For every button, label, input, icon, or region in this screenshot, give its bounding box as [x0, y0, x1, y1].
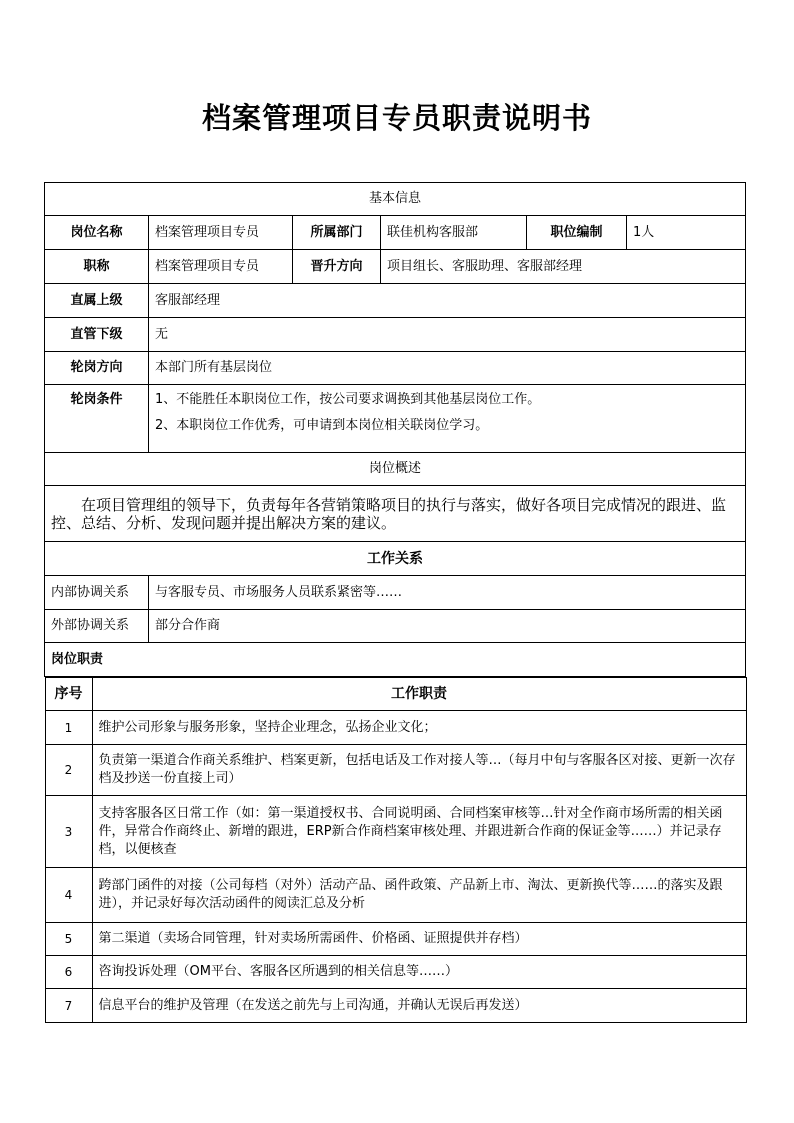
- department-value: 联佳机构客服部: [381, 216, 527, 250]
- subordinate-value: 无: [149, 318, 746, 352]
- duty-num: 3: [45, 796, 92, 868]
- overview-header: 岗位概述: [45, 453, 746, 486]
- rotation-condition-label: 轮岗条件: [45, 385, 149, 453]
- duty-text: 跨部门函件的对接（公司每档（对外）活动产品、函件政策、产品新上市、淘汰、更新换代等……的落实及跟进），并记录好每次活动函件的阅读汇总及分析: [92, 868, 746, 923]
- overview-text: 在项目管理组的领导下，负责每年各营销策略项目的执行与落实，做好各项目完成情况的跟进、监控、总结、分析、发现问题并提出解决方案的建议。: [45, 486, 746, 542]
- external-relations-value: 部分合作商: [149, 610, 746, 643]
- duty-text: 信息平台的维护及管理（在发送之前先与上司沟通，并确认无误后再发送）: [92, 989, 746, 1023]
- position-name-value: 档案管理项目专员: [149, 216, 293, 250]
- duty-header: 工作职责: [92, 678, 746, 711]
- duty-text: 负责第一渠道合作商关系维护、档案更新，包括电话及工作对接人等…（每月中旬与客服各区对接、更新一次存档及抄送一份直接上司）: [92, 745, 746, 796]
- title-value: 档案管理项目专员: [149, 250, 293, 284]
- rotation-condition-2: 2、本职岗位工作优秀，可申请到本岗位相关联岗位学习。: [155, 418, 489, 433]
- duty-num: 4: [45, 868, 92, 923]
- title-label: 职称: [45, 250, 149, 284]
- department-label: 所属部门: [293, 216, 381, 250]
- basic-info-header: 基本信息: [45, 183, 746, 216]
- external-relations-label: 外部协调关系: [45, 610, 149, 643]
- position-name-label: 岗位名称: [45, 216, 149, 250]
- internal-relations-value: 与客服专员、市场服务人员联系紧密等……: [149, 576, 746, 610]
- duty-text: 维护公司形象与服务形象，坚持企业理念，弘扬企业文化；: [92, 711, 746, 745]
- promotion-value: 项目组长、客服助理、客服部经理: [381, 250, 746, 284]
- duty-text: 第二渠道（卖场合同管理，针对卖场所需函件、价格函、证照提供并存档）: [92, 923, 746, 956]
- superior-value: 客服部经理: [149, 284, 746, 318]
- subordinate-label: 直管下级: [45, 318, 149, 352]
- internal-relations-label: 内部协调关系: [45, 576, 149, 610]
- job-description-table: [44, 182, 746, 1023]
- duties-table: [45, 677, 747, 1023]
- duty-num-header: 序号: [45, 678, 92, 711]
- headcount-value: 1人: [627, 216, 746, 250]
- duties-container: [45, 677, 746, 1024]
- duty-num: 5: [45, 923, 92, 956]
- duty-num: 1: [45, 711, 92, 745]
- duty-num: 6: [45, 956, 92, 989]
- duty-text: 咨询投诉处理（OM平台、客服各区所遇到的相关信息等……）: [92, 956, 746, 989]
- duty-num: 7: [45, 989, 92, 1023]
- rotation-direction-value: 本部门所有基层岗位: [149, 352, 746, 385]
- rotation-direction-label: 轮岗方向: [45, 352, 149, 385]
- duty-num: 2: [45, 745, 92, 796]
- duty-text: 支持客服各区日常工作（如：第一渠道授权书、合同说明函、合同档案审核等…针对全作商市场所需的相关函件，异常合作商终止、新增的跟进，ERP新合作商档案审核处理、并跟进新合作商的保证金等……）并记录存档，以便核查: [92, 796, 746, 868]
- headcount-label: 职位编制: [527, 216, 627, 250]
- page-title: 档案管理项目专员职责说明书: [201, 101, 592, 135]
- superior-label: 直属上级: [45, 284, 149, 318]
- rotation-condition-value: [149, 385, 746, 453]
- relations-header: 工作关系: [45, 542, 746, 576]
- promotion-label: 晋升方向: [293, 250, 381, 284]
- duties-header: 岗位职责: [45, 643, 746, 677]
- rotation-condition-1: 1、不能胜任本职岗位工作，按公司要求调换到其他基层岗位工作。: [155, 392, 541, 407]
